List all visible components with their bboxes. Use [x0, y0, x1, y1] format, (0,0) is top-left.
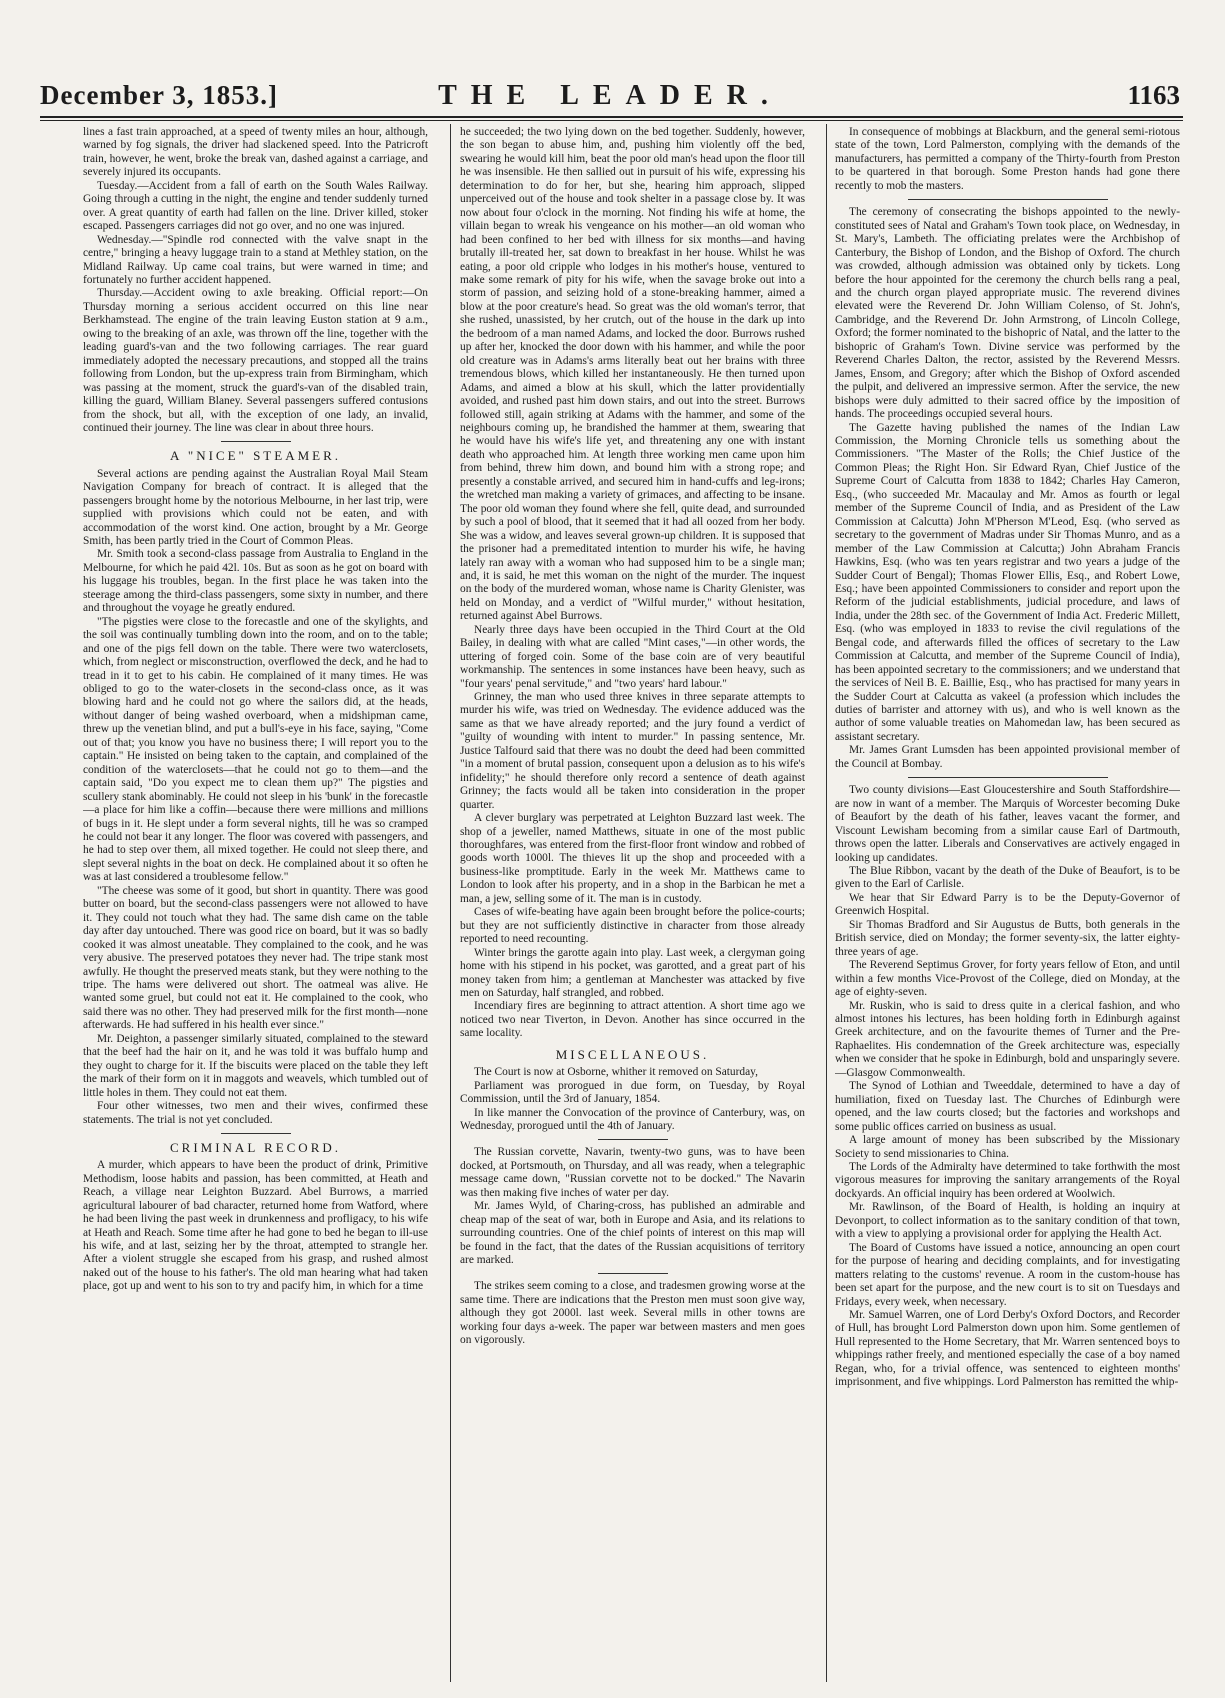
misc-paragraph: Sir Thomas Bradford and Sir Augustus de Butts, both generals in the British service, died on Monday; the former seventy-six, the latter eighty-three years of age. [835, 918, 1180, 958]
masthead [40, 80, 1180, 114]
masthead-rule [40, 116, 1183, 118]
misc-paragraph: Mr. Samuel Warren, one of Lord Derby's Oxford Doctors, and Recorder of Hull, has brought Lord Palmerston down upon him. Some gentlemen of Hull represented to the Home Secretary, that Mr. Warren sentenced boys to whippings rather freely, and mentioned especially the case of a boy named Regan, who, for a trivial offence, was sentenced to eighteen months' imprisonment, and five whippings. Lord Palmerston has remitted the whip- [835, 1308, 1180, 1389]
misc-paragraph: The Reverend Septimus Grover, for forty years fellow of Eton, and until within a few months Vice-Provost of the College, died on Monday, at the age of eighty-seven. [835, 959, 1180, 999]
criminal-paragraph: he succeeded; the two lying down on the bed together. Suddenly, however, the son began to abuse him, and, pushing him violently off the bed, swearing he would kill him, beat the poor old man's head upon the floor till he was insensible. He then sallied out in pursuit of his wife, expressing his determination to do for her, but she, hearing him approach, slipped unperceived out of the house and took shelter in a passage close by. It was now about four o'clock in the morning. Not finding his wife at home, the villain began to wreak his vengeance on his mother—an old woman who had been confined to her bed with illness for six months—and having brutally ill-treated her, sat down to breakfast in her house. Whilst he was eating, a poor old cripple who lodges in his mother's house, ventured to make some remark of pity for his wife, when the savage broke out into a storm of passion, and seizing hold of a stone-breaking hammer, aimed a blow at the poor creature's head. So great was the old woman's terror, that she rushed, unassisted, by her crutch, out of the house in the dark up into the bedroom of a man named Adams, and locked the door. Burrows rushed up after her, knocked the door down with his hammer, and while the poor old creature was in Adams's arms literally beat out her brains with three tremendous blows, which killed her instantaneously. He then turned upon Adams, and aimed a blow at his skull, which the latter providentially avoided, and rushed past him down stairs, and out into the street. Burrows followed still, again striking at Adams with the hammer, and some of the neighbours coming up, he brandished the hammer at them, swearing that he would have his wife's life yet, and threatening any one with instant death who approached him. At length three working men came upon him from behind, threw him down, and bound him with a strong rope; and presently a constable arrived, and secured him in hand-cuffs and leg-irons; the wretched man making a variety of grimaces, and affecting to be insane. The poor old woman they found where she fell, quite dead, and surrounded by such a pool of blood, that it seemed that it had all oozed from her body. She was a widow, and leaves several grown-up children. It is supposed that the prisoner had a premeditated intention to murder his wife, he having lately ran away with a woman who had supposed him to be a single man; and, it is said, he met this woman on the night of the murder. The inquest on the body of the murdered woman, whose name is Charity Glenister, was held on Monday, and a verdict of "Wilful murder," without hesitation, returned against Abel Burrows. [460, 126, 805, 623]
masthead-rule-thin [40, 120, 1183, 121]
criminal-paragraph: Winter brings the garotte again into play. Last week, a clergyman going home with his stipend in his pocket, was garotted, and a great part of his money taken from him; a gentleman at Manchester was attacked by five men on Saturday, half strangled, and robbed. [460, 946, 805, 999]
section-separator [598, 1273, 668, 1274]
misc-paragraph: Two county divisions—East Gloucestershire and South Staffordshire—are now in want of a member. The Marquis of Worcester becoming Duke of Beaufort by the death of his father, leaves vacant the former, and Viscount Lewisham becoming from a similar cause Earl of Dartmouth, throws open the latter. Liberals and Conservatives are actively engaged in looking up candidates. [835, 784, 1180, 864]
railway-paragraph: Tuesday.—Accident from a fall of earth on the South Wales Railway. Going through a cutting in the night, the engine and tender suddenly turned over. A great quantity of earth had fallen on the line. Driver killed, stoker escaped. Passengers carriages did not go over, and no one was injured. [83, 179, 428, 233]
railway-paragraph: lines a fast train approached, at a speed of twenty miles an hour, although, warned by fog signals, the driver had slackened speed. Into the Patricroft train, however, he went, broke the break van, dashed against a carriage, and severely injured its occupants. [83, 126, 428, 179]
misc-paragraph: In like manner the Convocation of the province of Canterbury, was, on Wednesday, prorogued until the 4th of January. [460, 1106, 805, 1132]
criminal-paragraph: Grinney, the man who used three knives in three separate attempts to murder his wife, was tried on Wednesday. The evidence adduced was the same as that we have already reported; and the jury found a verdict of "guilty of wounding with intent to murder." In passing sentence, Mr. Justice Talfourd said that there was no doubt the deed had been committed "in a moment of brutal passion, consequent upon a delusion as to his wife's infidelity;" he should therefore only record a sentence of death against Grinney; the facts would all be taken into consideration in the proper quarter. [460, 691, 805, 811]
criminal-paragraph: Nearly three days have been occupied in the Third Court at the Old Bailey, in dealing with what are called "Mint cases,"—in other words, the uttering of forged coin. Some of the base coin are of very beautiful workmanship. The sentences in some instances have been heavy, such as "four years' penal servitude," and "two years' hard labour." [460, 623, 805, 690]
steamer-paragraph: Mr. Smith took a second-class passage from Australia to England in the Melbourne, for which he paid 42l. 10s. But as soon as he got on board with his luggage his troubles, began. In the first place he was taken into the steerage among the third-class passengers, some sixty in number, and there and throughout the voyage he greatly endured. [83, 548, 428, 615]
misc-paragraph: A large amount of money has been subscribed by the Missionary Society to send missionaries to China. [835, 1134, 1180, 1160]
misc-paragraph: In consequence of mobbings at Blackburn, and the general semi-riotous state of the town, Lord Palmerston, complying with the demands of the manufacturers, has permitted a company of the Thirty-fourth from Preston to be quartered in that borough. Some Preston hands had gone there recently to mob the masters. [835, 126, 1180, 192]
section-separator [598, 1139, 668, 1140]
steamer-paragraph: Mr. Deighton, a passenger similarly situated, complained to the steward that the beef had the hair on it, and he was told it was buffalo hump and they ought to charge for it. If the biscuits were placed on the table they left the mark of their form on it in maggots and weavels, which tumbled out of little holes in them. They could not eat them. [83, 1032, 428, 1099]
section-separator [908, 777, 1108, 778]
misc-paragraph: Mr. James Wyld, of Charing-cross, has published an admirable and cheap map of the seat of war, both in Europe and Asia, and its relations to surrounding countries. One of the chief points of interest on this map will be found in the fact, that the dates of the Russian acquisitions of territory are marked. [460, 1200, 805, 1267]
misc-paragraph: The Blue Ribbon, vacant by the death of the Duke of Beaufort, is to be given to the Earl of Carlisle. [835, 865, 1180, 891]
miscellaneous-heading: MISCELLANEOUS. [555, 1046, 710, 1062]
misc-paragraph: The ceremony of consecrating the bishops appointed to the newly-constituted sees of Natal and Graham's Town took place, on Wednesday, in St. Mary's, Lambeth. The officiating prelates were the Archbishop of Canterbury, the Bishop of London, and the Bishop of Oxford. The church was crowded, although admission was obtained only by tickets. Long before the hour appointed for the ceremony the church bells rang a peal, and the church organ played appropriate music. The reverend divines elevated were the Reverend Dr. John William Colenso, of St. John's, Cambridge, and the Reverend Dr. John Armstrong, of Lincoln College, Oxford; the former nominated to the bishopric of Natal, and the latter to the bishopric of Graham's Town. Divine service was performed by the Reverend Charles Dalton, the rector, assisted by the Reverend Messrs. James, Ensom, and Gregory; after which the Bishop of Oxford ascended the pulpit, and delivered an impressive sermon. After the service, the new bishops were duly admitted to their sacred office by the imposition of hands. The proceedings occupied several hours. [835, 206, 1180, 421]
steamer-paragraph: Four other witnesses, two men and their wives, confirmed these statements. The trial is not yet concluded. [83, 1100, 428, 1126]
misc-paragraph: Mr. Rawlinson, of the Board of Health, is holding an inquiry at Devonport, to collect information as to the sanitary condition of that town, with a view to applying a provisional order for applying the Health Act. [835, 1201, 1180, 1241]
section-separator [908, 199, 1108, 200]
misc-paragraph: The Gazette having published the names of the Indian Law Commission, the Morning Chronicle tells us something about the Commissioners. "The Master of the Rolls; the Chief Justice of the Common Pleas; the Right Hon. Sir Edward Ryan, Chief Justice of the Supreme Court of Calcutta from 1838 to 1842; Charles Hay Cameron, Esq., (who succeeded Mr. Macaulay and Mr. Amos as fourth or legal member of the Supreme Council of India, and as President of the Law Commission at Calcutta) John M'Pherson M'Leod, Esq. (who served as secretary to the government of Madras under Sir Thomas Munro, and as a member of the Law Commission at Calcutta;) John Abraham Francis Hawkins, Esq. (who was ten years registrar and two years a judge of the Sudder Court of Bengal); Thomas Flower Ellis, Esq., and Robert Lowe, Esq.; have been appointed Commissioners to consider and report upon the Reform of the judicial establishments, judicial procedure, and laws of India, under the 28th sec. of the Government of India Act. Frederic Millett, Esq. (who was employed in 1833 to revise the civil regulations of the Bengal code, and afterwards filled the offices of secretary to the Law Commission at Calcutta, and member of the Supreme Council of India), has been appointed secretary to the commissioners; and we understand that the services of Neil B. E. Baillie, Esq., who has practised for many years in the Sudder Court at Calcutta as vakeel (a profession which includes the duties of barrister and attorney with us), and who is well known as the author of some valuable treaties on Mahomedan law, has been secured as assistant secretary. [835, 421, 1180, 743]
column-2 [460, 126, 805, 1681]
misc-paragraph: The Board of Customs have issued a notice, announcing an open court for the purpose of hearing and deciding complaints, and for investigating matters relating to the customs' revenue. A room in the custom-house has been set apart for the purpose, and the new court is to sit on Tuesdays and Fridays, every week, when necessary. [835, 1241, 1180, 1308]
misc-paragraph: Mr. Ruskin, who is said to dress quite in a clerical fashion, and who almost intones his lectures, has been holding forth in Edinburgh against Greek architecture, and on the favourite themes of Turner and the Pre-Raphaelites. His condemnation of the Greek architecture was, especially when we consider that he spoke in Edinburgh, bold and unsparingly severe.—Glasgow Commonwealth. [835, 999, 1180, 1079]
issue-date: December 3, 1853.] [40, 80, 278, 110]
section-separator [221, 441, 291, 442]
steamer-paragraph: "The cheese was some of it good, but short in quantity. There was good butter on board, but the second-class passengers were not allowed to have it. They could not touch what they had. The same dish came on the table day after day untouched. There was good rice on board, but it was so badly cooked it was almost uneatable. They complained to the cook, and he was very abusive. The preserved potatoes they never had. The tripe stank most awfully. He thought the preserved meats stank, but they were nothing to the tripe. The hams were delivered out short. The oatmeal was alive. He wanted some gruel, but could not eat it. He complained to the cook, who said there was no other. They had preserved milk for the first month—none afterwards. He had suffered in his health ever since." [83, 884, 428, 1032]
steamer-paragraph: Several actions are pending against the Australian Royal Mail Steam Navigation Company for breach of contract. It is alleged that the passengers brought home by the notorious Melbourne, in her last trip, were supplied with provisions which could not be eaten, and with accommodation of the worst kind. One action, brought by a Mr. George Smith, has been partly tried in the Court of Common Pleas. [83, 467, 428, 548]
newspaper-title: THE LEADER. [438, 80, 782, 111]
misc-paragraph: The strikes seem coming to a close, and tradesmen growing worse at the same time. There are indications that the Preston men must soon give way, although they got 2000l. last week. Several mills in other towns are working four days a-week. The paper war between masters and men goes on vigorously. [460, 1280, 805, 1347]
railway-paragraph: Thursday.—Accident owing to axle breaking. Official report:—On Thursday morning a serious accident occurred on this line near Berkhamstead. The engine of the train leaving Euston station at 9 a.m., owing to the breaking of an axle, was thrown off the line, together with the leading guard's-van and the two following carriages. The rear guard immediately adopted the necessary precautions, and stopped all the trains following from London, but the up-express train from Birmingham, which was passing at the moment, struck the guard's-van of the disabled train, killing the guard, William Blaney. Several passengers suffered contusions from the shock, but all, with the exception of one lady, an invalid, continued their journey. The line was clear in about three hours. [83, 287, 428, 434]
criminal-paragraph: Incendiary fires are beginning to attract attention. A short time ago we noticed two near Tiverton, in Devon. Another has since occurred in the same locality. [460, 1000, 805, 1040]
column-divider-1 [450, 124, 451, 1682]
criminal-paragraph: A murder, which appears to have been the product of drink, Primitive Methodism, loose habits and passion, has been committed, at Heath and Reach, a village near Leighton Buzzard. Abel Burrows, a married agricultural labourer of bad character, returned home from Watford, where he had been living the past week in drunkenness and profligacy, to his wife at Heath and Reach. Some time after he had gone to bed he began to ill-use his wife, and at last, seizing her by the throat, attempted to strangle her. After a violent struggle she escaped from his grasp, and rushed almost naked out of the house to his father's. The old man hearing what had taken place, got up and went to his son to try and pacify him, in which for a time [83, 1159, 428, 1293]
criminal-paragraph: Cases of wife-beating have again been brought before the police-courts; but they are not sufficiently distinctive in character from those already reported to need recounting. [460, 906, 805, 946]
misc-paragraph: The Court is now at Osborne, whither it removed on Saturday, [474, 1066, 758, 1079]
column-3 [835, 126, 1180, 1681]
column-1 [83, 126, 428, 1681]
misc-paragraph: Mr. James Grant Lumsden has been appointed provisional member of the Council at Bombay. [835, 744, 1180, 770]
column-divider-2 [826, 124, 827, 1682]
misc-paragraph: The Lords of the Admiralty have determined to take forthwith the most vigorous measures for improving the sanitary arrangements of the Royal dockyards. An official inquiry has been ordered at Woolwich. [835, 1160, 1180, 1200]
steamer-heading: A "NICE" STEAMER. [169, 448, 342, 464]
criminal-record-heading: CRIMINAL RECORD. [169, 1139, 342, 1155]
steamer-paragraph: "The pigsties were close to the forecastle and one of the skylights, and the soil was continually tumbling down into the room, and on to the table; and one of the pigs fell down on the table. There were two waterclosets, which, from neglect or misconstruction, overflowed the deck, and he had to tread in it to get to his cabin. He complained of it many times. He was obliged to go to the water-closets in the second-class once, as it was blowing hard and he could not go where the sailors did, at the heads, without danger of being washed overboard, when a midshipman came, threw up the venetian blind, and put a bull's-eye in his face, saying, "Come out of that; you know you have no business there; I will report you to the captain." He insisted on being taken to the captain, and complained of the condition of the waterclosets—that he could not go to them—and the captain said, "Do you expect me to clean them up?" The pigsties and scullery stank abominably. He could not sleep in his 'bunk' in the forecastle—a place for him like a coffin—because there were millions and millions of bugs in it. He slept under a form several nights, till he was so cramped he could not bear it any longer. The floor was covered with passengers, and he had to step over them, all mixed together. He could not sleep there, and slept several nights in the boat on deck. He complained about it so often he was at last considered a troublesome fellow." [83, 615, 428, 884]
misc-paragraph: The Synod of Lothian and Tweeddale, determined to have a day of humiliation, fixed on Tuesday last. The Churches of Edinburgh were opened, and the law courts closed; but the factories and workshops and some public offices carried on business as usual. [835, 1080, 1180, 1133]
misc-paragraph: We hear that Sir Edward Parry is to be the Deputy-Governor of Greenwich Hospital. [835, 891, 1180, 918]
misc-paragraph: Parliament was prorogued in due form, on Tuesday, by Royal Commission, until the 3rd of January, 1854. [460, 1079, 805, 1106]
criminal-paragraph: A clever burglary was perpetrated at Leighton Buzzard last week. The shop of a jeweller, named Matthews, situate in one of the most public thoroughfares, was entered from the first-floor front window and robbed of goods worth 1000l. The thieves lit up the shop and proceeded with a business-like promptitude. Early in the week Mr. Matthews came to London to look after his property, and in a shop in the Barbican he met a man, a jew, selling some of it. The man is in custody. [460, 812, 805, 905]
railway-paragraph: Wednesday.—"Spindle rod connected with the valve snapt in the centre," bringing a heavy luggage train to a stand at Methley station, on the Midland Railway. Up came coal trains, but were warned in time; and fortunately no further accident happened. [83, 233, 428, 286]
section-separator [221, 1133, 291, 1134]
misc-paragraph: The Russian corvette, Navarin, twenty-two guns, was to have been docked, at Portsmouth, on Thursday, and all was ready, when a telegraphic message came down, "Russian corvette not to be docked." The Navarin was then making five inches of water per day. [460, 1146, 805, 1199]
page-number: 1163 [1127, 80, 1180, 110]
